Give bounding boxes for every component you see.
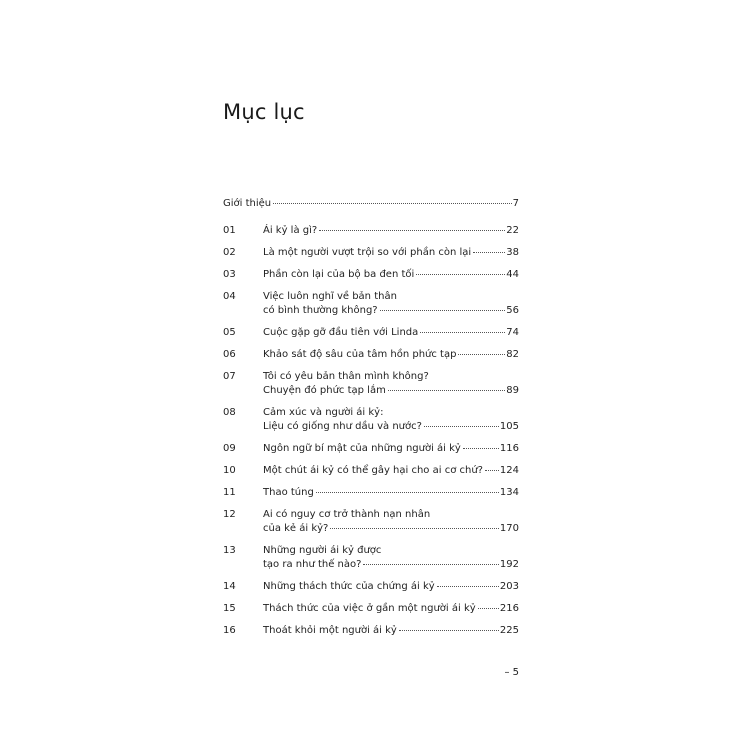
toc-entry-title-line: Tôi có yêu bản thân mình không? xyxy=(263,371,429,382)
toc-intro-entry xyxy=(223,198,519,209)
dot-leader xyxy=(416,274,505,275)
toc-entry-page: 89 xyxy=(506,385,519,396)
toc-entry-page: 134 xyxy=(499,487,519,498)
dot-leader xyxy=(473,252,505,253)
toc-entry-last-line xyxy=(263,246,519,260)
toc-entry-page: 192 xyxy=(499,559,519,570)
toc-entry-title-line: Việc luôn nghĩ về bản thân xyxy=(263,291,397,302)
dot-leader xyxy=(399,630,499,631)
toc-entry-last-line xyxy=(263,420,519,434)
toc-entry-body xyxy=(263,348,519,362)
toc-entry-body xyxy=(263,508,519,536)
dot-leader xyxy=(437,586,499,587)
dot-leader xyxy=(420,332,505,333)
toc-entry-number: 09 xyxy=(223,443,236,454)
toc-entry-number: 04 xyxy=(223,291,236,302)
toc-entry-page: 56 xyxy=(506,305,519,316)
toc-entry-number: 01 xyxy=(223,225,236,236)
toc-entry-last-line xyxy=(263,384,519,398)
dot-leader xyxy=(380,310,506,311)
toc-entry-title-line: Ai có nguy cơ trở thành nạn nhân xyxy=(263,509,431,520)
toc-entry-number: 10 xyxy=(223,465,236,476)
toc-entry-title-line: Những thách thức của chứng ái kỷ xyxy=(263,581,435,592)
toc-entry-last-line xyxy=(263,224,519,238)
toc-entry-body xyxy=(263,268,519,282)
toc-entry-last-line xyxy=(263,348,519,362)
toc-entry xyxy=(223,544,519,572)
toc-entry-body xyxy=(263,406,519,434)
dot-leader xyxy=(463,448,499,449)
toc-entry-last-line xyxy=(263,486,519,500)
toc-intro-label: Giới thiệu xyxy=(223,198,272,209)
dot-leader xyxy=(424,426,499,427)
toc-entry-body xyxy=(263,442,519,456)
dot-leader xyxy=(330,528,499,529)
toc-entry-page: 225 xyxy=(499,625,519,636)
toc-entry-title-line: Liệu có giống như dầu và nước? xyxy=(263,421,422,432)
toc-entry-last-line xyxy=(263,624,519,638)
toc-entry xyxy=(223,406,519,434)
toc-entry-page: 22 xyxy=(506,225,519,236)
toc-entry-body xyxy=(263,246,519,260)
dot-leader xyxy=(316,492,499,493)
toc-entry-body xyxy=(263,580,519,594)
toc-entry-number: 06 xyxy=(223,349,236,360)
toc-entry-last-line xyxy=(263,522,519,536)
toc-entry-number: 11 xyxy=(223,487,236,498)
toc-entry-number: 07 xyxy=(223,371,236,382)
toc-entry-body xyxy=(263,624,519,638)
toc-entry-body xyxy=(263,290,519,318)
toc-entry-title-line: Một chút ái kỷ có thể gây hại cho ai cơ chứ? xyxy=(263,465,483,476)
dot-leader xyxy=(485,470,499,471)
toc-entry-number: 08 xyxy=(223,407,236,418)
toc-entry-title-line: Là một người vượt trội so với phần còn lại xyxy=(263,247,472,258)
toc-entry-body xyxy=(263,326,519,340)
toc-entry-title-line: Phần còn lại của bộ ba đen tối xyxy=(263,269,415,280)
toc-entry xyxy=(223,348,519,362)
dot-leader xyxy=(458,354,505,355)
toc-entry-last-line xyxy=(263,602,519,616)
toc-entry-page: 124 xyxy=(499,465,519,476)
dot-leader xyxy=(273,203,511,204)
toc-entry xyxy=(223,486,519,500)
toc-entry xyxy=(223,246,519,260)
toc-entry-title-line: Cuộc gặp gỡ đầu tiên với Linda xyxy=(263,327,419,338)
toc-entry-page: 38 xyxy=(506,247,519,258)
toc-entry-number: 05 xyxy=(223,327,236,338)
toc-entry-title-line: của kẻ ái kỷ? xyxy=(263,523,329,534)
toc-entry-title-line: Những người ái kỷ được xyxy=(263,545,382,556)
toc-entry-title-line: Khảo sát độ sâu của tâm hồn phức tạp xyxy=(263,349,457,360)
dot-leader xyxy=(319,230,505,231)
toc-entry xyxy=(223,580,519,594)
toc-list xyxy=(223,224,519,638)
toc-entry-number: 12 xyxy=(223,509,236,520)
toc-entry-title-line: Thách thức của việc ở gần một người ái kỷ xyxy=(263,603,476,614)
toc-entry xyxy=(223,290,519,318)
page-title: Mục lục xyxy=(223,100,305,124)
toc-entry-number: 15 xyxy=(223,603,236,614)
toc-entry-title-line: Thoát khỏi một người ái kỷ xyxy=(263,625,397,636)
toc-entry-number: 03 xyxy=(223,269,236,280)
toc-entry xyxy=(223,464,519,478)
toc-entry-body xyxy=(263,370,519,398)
toc-entry-last-line xyxy=(263,442,519,456)
toc-entry-page: 105 xyxy=(499,421,519,432)
toc-entry-last-line xyxy=(263,580,519,594)
toc-entry xyxy=(223,442,519,456)
toc-entry-body xyxy=(263,602,519,616)
toc-entry-title-line: có bình thường không? xyxy=(263,305,378,316)
toc-entry-title-line: Ái kỷ là gì? xyxy=(263,225,318,236)
toc-entry-page: 203 xyxy=(499,581,519,592)
toc-entry-body xyxy=(263,224,519,238)
toc-entry xyxy=(223,508,519,536)
toc-entry-body xyxy=(263,464,519,478)
toc-entry-last-line xyxy=(263,464,519,478)
toc-entry-title-line: Chuyện đó phức tạp lắm xyxy=(263,385,386,396)
toc-entry-page: 82 xyxy=(506,349,519,360)
toc-entry-page: 116 xyxy=(499,443,519,454)
toc-entry-title-line: Cảm xúc và người ái kỷ: xyxy=(263,407,384,418)
toc-entry-last-line xyxy=(263,558,519,572)
toc-entry xyxy=(223,602,519,616)
toc-entry xyxy=(223,224,519,238)
toc-entry-number: 14 xyxy=(223,581,236,592)
toc-entry-page: 170 xyxy=(499,523,519,534)
toc-entry-body xyxy=(263,486,519,500)
dot-leader xyxy=(388,390,505,391)
toc-entry-number: 13 xyxy=(223,545,236,556)
toc-entry-title-line: tạo ra như thế nào? xyxy=(263,559,362,570)
toc-entry-title-line: Ngôn ngữ bí mật của những người ái kỷ xyxy=(263,443,461,454)
toc-entry xyxy=(223,624,519,638)
toc-entry xyxy=(223,370,519,398)
dot-leader xyxy=(363,564,498,565)
toc-entry-page: 74 xyxy=(506,327,519,338)
toc-entry-last-line xyxy=(263,268,519,282)
toc-entry xyxy=(223,326,519,340)
toc-entry-page: 44 xyxy=(506,269,519,280)
toc-entry-last-line xyxy=(263,326,519,340)
toc-entry-title-line: Thao túng xyxy=(263,487,314,498)
dot-leader xyxy=(478,608,499,609)
toc-entry-number: 16 xyxy=(223,625,236,636)
toc-entry-page: 216 xyxy=(499,603,519,614)
page-number: – 5 xyxy=(504,667,519,678)
toc-entry-last-line xyxy=(263,304,519,318)
toc-entry xyxy=(223,268,519,282)
toc-entry-number: 02 xyxy=(223,247,236,258)
toc-entry-body xyxy=(263,544,519,572)
toc-intro-page: 7 xyxy=(512,198,519,209)
